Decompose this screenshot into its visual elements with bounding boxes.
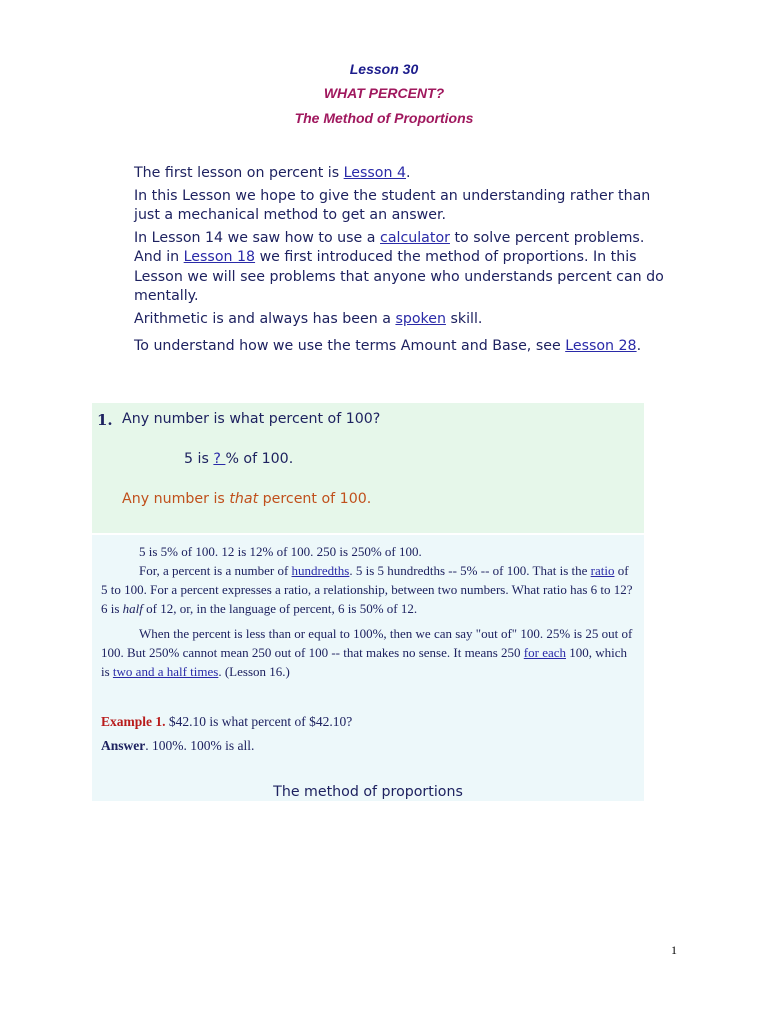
- intro-paragraph-1: [134, 164, 664, 184]
- body-text: 100, which is: [101, 645, 628, 679]
- lesson-18-link[interactable]: Lesson 18: [183, 249, 256, 265]
- ratio-link[interactable]: ratio: [590, 563, 615, 578]
- answer-text: Any number is: [122, 491, 230, 507]
- intro-text: The first lesson on percent is: [134, 165, 344, 181]
- intro-text: .: [636, 338, 642, 354]
- intro-text: to solve percent problems. And in: [134, 229, 645, 265]
- answer-text: percent of 100.: [258, 491, 372, 507]
- explanation-paragraph-3: [101, 624, 635, 681]
- intro-text: Arithmetic is and always has been a: [134, 310, 396, 327]
- intro-paragraph-3: [134, 229, 664, 307]
- body-text: of 5 to 100. For a percent expresses a ratio, a relationship, between two numbers. What ratio has 6 to 12? 6 is: [101, 563, 633, 616]
- intro-text: skill.: [445, 310, 483, 327]
- example-1-answer: [101, 736, 635, 755]
- page-title: WHAT PERCENT?: [323, 85, 445, 101]
- section-title: The method of proportions: [273, 784, 463, 800]
- intro-text: In Lesson 14 we saw how to use a: [134, 229, 381, 246]
- body-emphasis: half: [122, 601, 143, 616]
- hundredths-link[interactable]: hundredths: [291, 563, 350, 578]
- explanation-body: [101, 542, 635, 681]
- page-subtitle: The Method of Proportions: [294, 110, 474, 126]
- example-text: 5 is: [184, 451, 214, 467]
- lesson-number: Lesson 30: [349, 61, 419, 77]
- body-text: When the percent is less than or equal to 100%, then we can say "out of" 100. 25% is 25 out of 100. But 250% cannot mean 250 out of 100 -- that makes no sense. It means 250: [101, 626, 633, 660]
- example-label: Example 1.: [101, 714, 166, 729]
- intro-paragraph-2: In this Lesson we hope to give the student an understanding rather than just a mechanical method to get an answer.: [134, 187, 651, 223]
- intro-section: [134, 164, 664, 360]
- intro-paragraph-4: [134, 310, 664, 330]
- example-question: $42.10 is what percent of $42.10?: [165, 714, 353, 729]
- lesson-4-link[interactable]: Lesson 4: [343, 165, 407, 181]
- for-each-link[interactable]: for each: [523, 645, 566, 660]
- explanation-paragraph-2: [101, 561, 635, 618]
- question-example: [184, 451, 293, 467]
- body-text: . 5 is 5 hundredths -- 5% -- of 100. That is the: [349, 563, 591, 578]
- two-and-a-half-times-link[interactable]: two and a half times: [112, 664, 219, 679]
- body-text: . (Lesson 16.): [218, 664, 290, 679]
- page-number: 1: [671, 943, 677, 957]
- answer-blank[interactable]: ?: [213, 451, 226, 467]
- question-answer: [122, 491, 371, 507]
- calculator-link[interactable]: calculator: [380, 229, 450, 246]
- answer-value: . 100%. 100% is all.: [145, 738, 255, 753]
- example-text: % of 100.: [225, 451, 294, 467]
- answer-emphasis: that: [229, 491, 259, 507]
- lesson-28-link[interactable]: Lesson 28: [565, 338, 637, 354]
- intro-text: .: [406, 165, 411, 181]
- body-text: of 12, or, in the language of percent, 6 is 50% of 12.: [142, 601, 418, 616]
- spoken-link[interactable]: spoken: [395, 310, 446, 327]
- question-text: Any number is what percent of 100?: [122, 411, 381, 427]
- explanation-line-1: 5 is 5% of 100. 12 is 12% of 100. 250 is 250% of 100.: [139, 544, 422, 559]
- example-1: [101, 712, 635, 731]
- body-text: For, a percent is a number of: [139, 563, 292, 578]
- intro-text: we first introduced the method of proportions. In this Lesson we will see problems that anyone who understands percent can do mentally.: [134, 249, 664, 304]
- question-number: 1.: [97, 411, 113, 429]
- intro-text: To understand how we use the terms Amount and Base, see: [134, 338, 566, 354]
- intro-paragraph-5: [134, 337, 664, 357]
- answer-label: Answer: [101, 738, 146, 753]
